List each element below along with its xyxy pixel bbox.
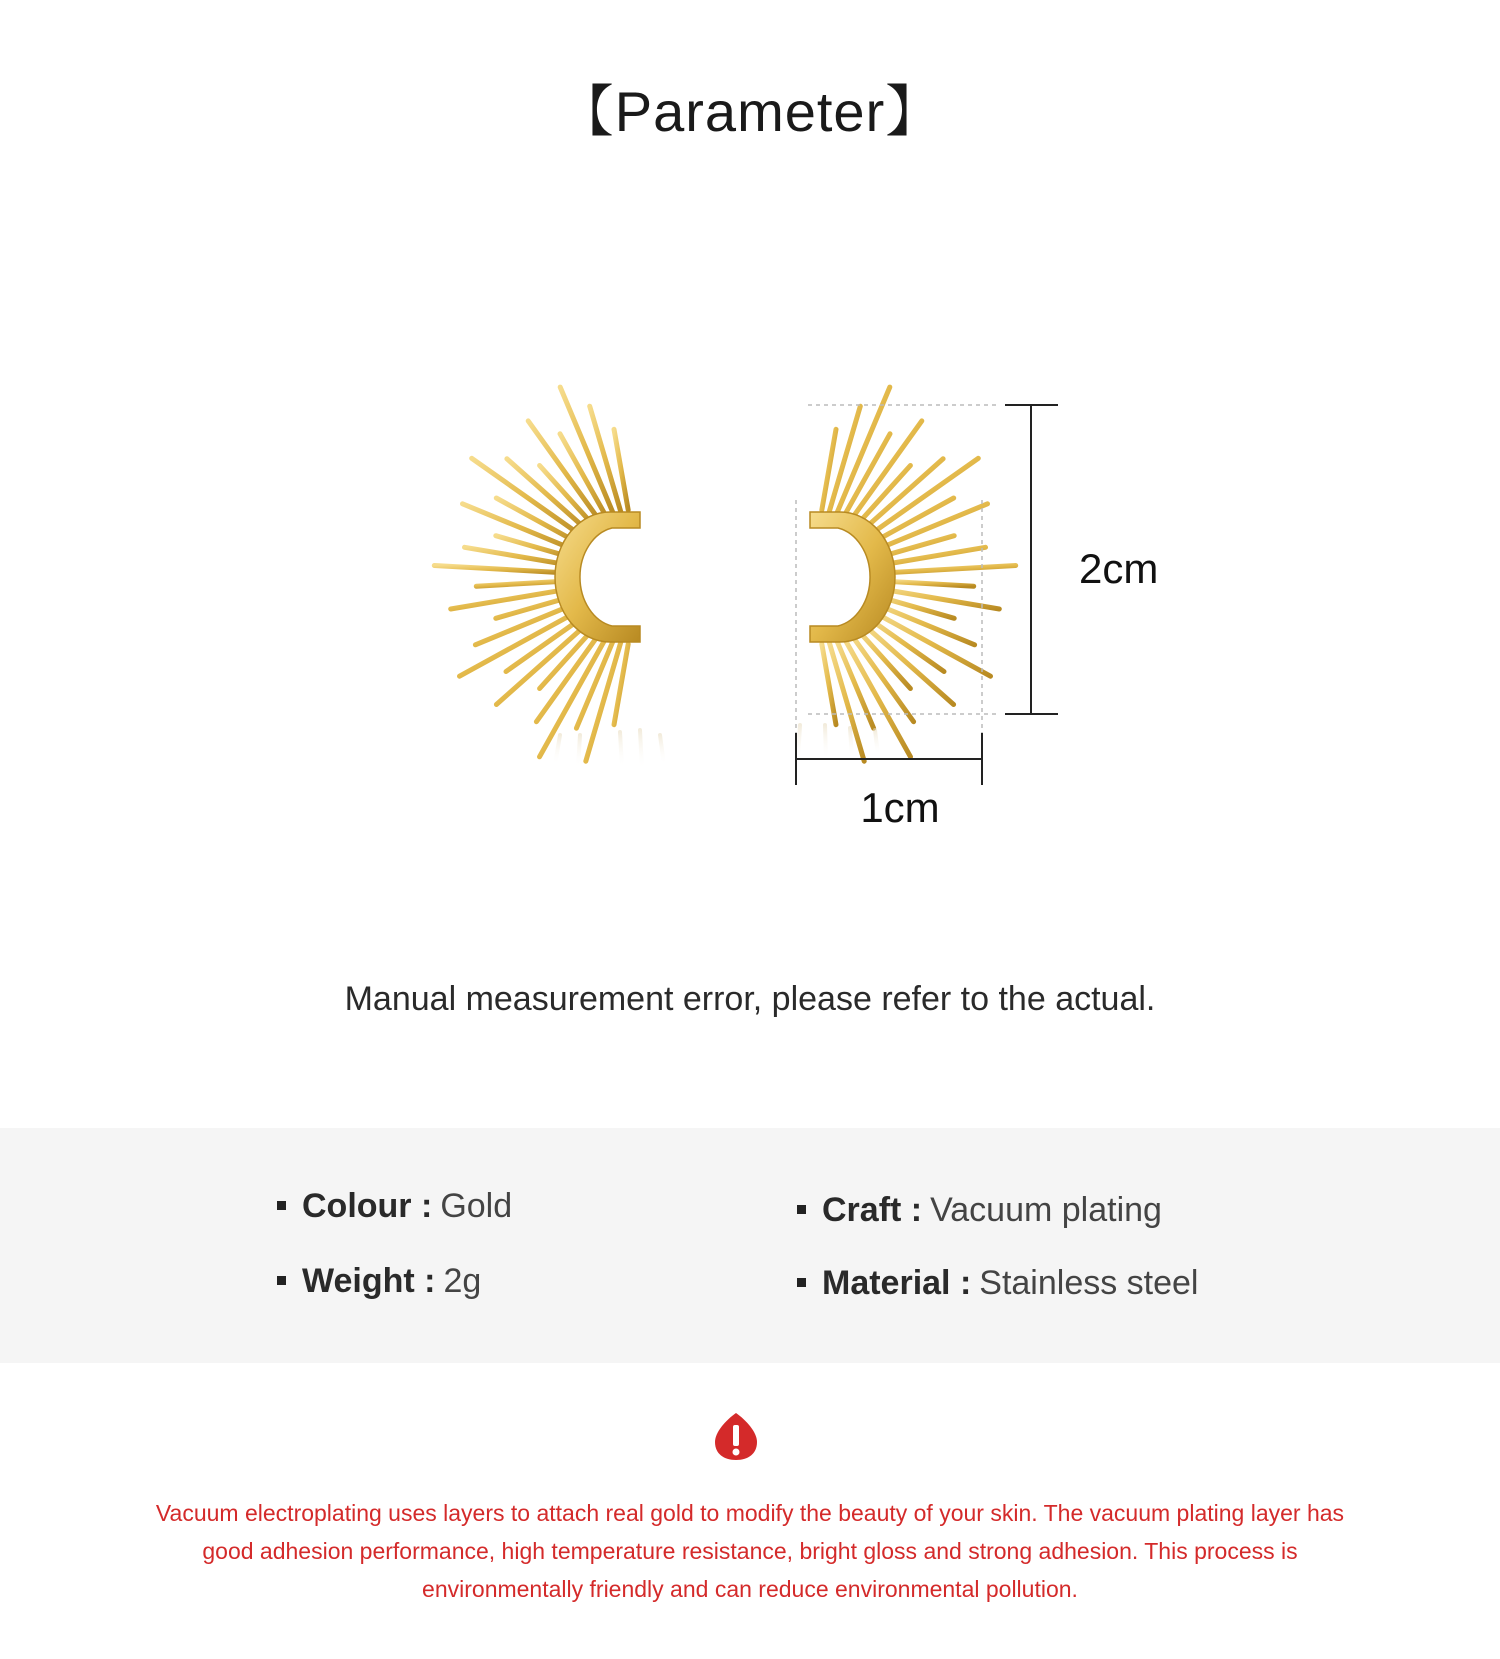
measurement-note: Manual measurement error, please refer to the actual. xyxy=(344,980,1156,1018)
earring-dimension-figure xyxy=(0,380,1500,840)
bullet-icon xyxy=(797,1205,806,1214)
width-label: 1cm xyxy=(860,784,940,831)
spec-craft xyxy=(797,1191,1162,1230)
earring-left-image xyxy=(434,387,664,770)
spec-craft-label: Craft : xyxy=(822,1191,923,1229)
spec-panel xyxy=(0,1128,1500,1363)
spec-colour-label: Colour : xyxy=(302,1187,433,1225)
spec-material xyxy=(797,1264,1199,1303)
spec-weight xyxy=(277,1262,481,1301)
spec-material-value: Stainless steel xyxy=(979,1264,1199,1302)
bullet-icon xyxy=(277,1276,286,1285)
bullet-icon xyxy=(797,1278,806,1287)
spec-colour xyxy=(277,1187,512,1226)
spec-weight-label: Weight : xyxy=(302,1262,436,1300)
height-dimension-line xyxy=(1005,405,1058,714)
spec-craft-value: Vacuum plating xyxy=(930,1191,1162,1229)
page-title: 【Parameter】 xyxy=(557,80,943,143)
height-label: 2cm xyxy=(1079,545,1159,592)
bullet-icon xyxy=(277,1201,286,1210)
earring-right-image xyxy=(798,387,1016,761)
spec-colour-value: Gold xyxy=(440,1187,513,1225)
spec-material-label: Material : xyxy=(822,1264,972,1302)
warning-icon xyxy=(712,1410,760,1462)
disclaimer-text: Vacuum electroplating uses layers to attach real gold to modify the beauty of your skin. The vacuum plating layer has good adhesion performance, high temperature resistance, bright gloss and strong adhesion. This process is environmentally friendly and can reduce environmental pollution. xyxy=(155,1500,1345,1602)
spec-weight-value: 2g xyxy=(443,1262,482,1300)
